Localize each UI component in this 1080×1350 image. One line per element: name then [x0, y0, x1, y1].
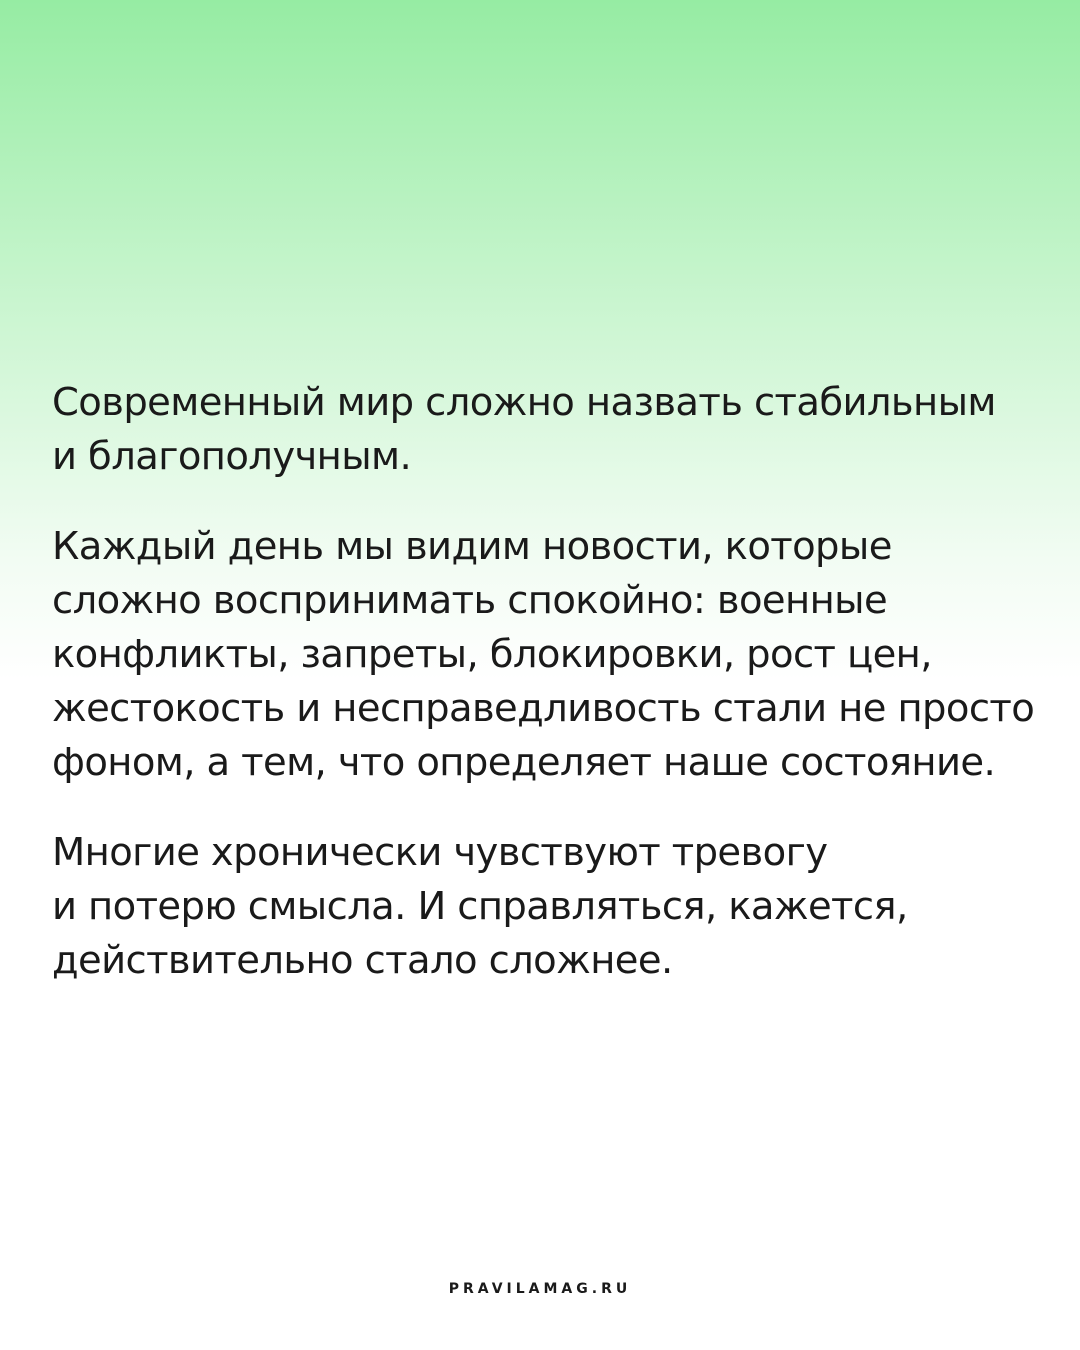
text-line: Многие хронически чувствуют тревогу	[52, 830, 828, 875]
paragraph-anxiety	[52, 826, 1042, 988]
site-footer: PRAVILAMAG.RU	[448, 1281, 632, 1297]
text-line: и потерю смысла. И справляться, кажется,	[52, 884, 908, 929]
text-line: жестокость и несправедливость стали не просто	[52, 686, 1035, 731]
text-line: Современный мир сложно назвать стабильным	[52, 380, 996, 425]
text-line: фоном, а тем, что определяет наше состояние.	[52, 740, 996, 785]
text-body	[52, 376, 1042, 1024]
text-line: и благополучным.	[52, 434, 412, 479]
text-line: сложно воспринимать спокойно: военные	[52, 578, 888, 623]
text-line: конфликты, запреты, блокировки, рост цен,	[52, 632, 932, 677]
text-line: Каждый день мы видим новости, которые	[52, 524, 892, 569]
text-line: действительно стало сложнее.	[52, 938, 673, 983]
paragraph-news	[52, 520, 1042, 790]
paragraph-intro	[52, 376, 1042, 484]
